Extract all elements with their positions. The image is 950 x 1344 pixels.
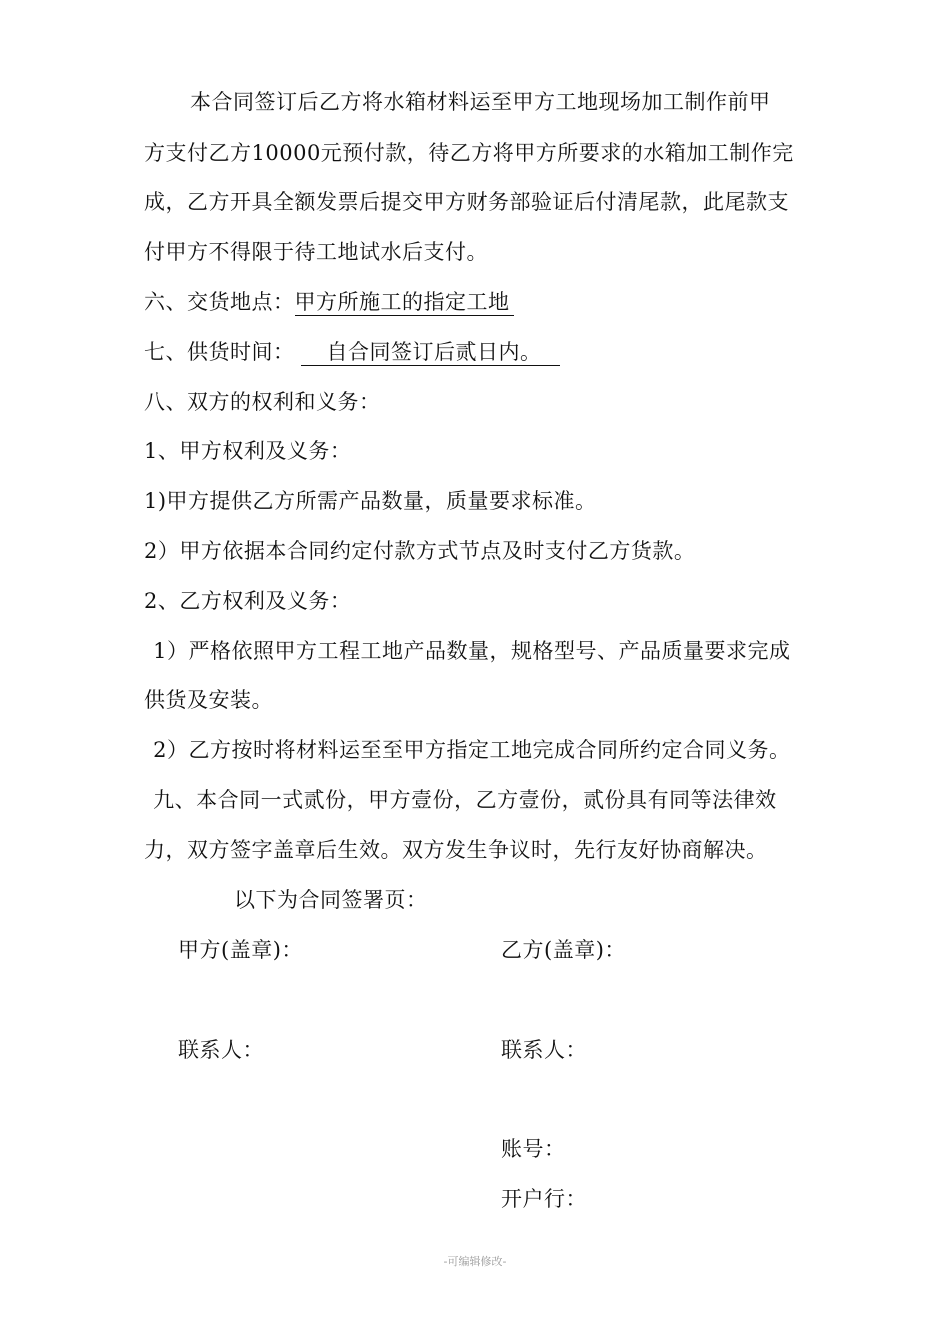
party-a-item-1: 1)甲方提供乙方所需产品数量，质量要求标准。	[144, 489, 597, 513]
party-b-item-1-cont: 供货及安装。	[144, 688, 273, 712]
party-a-title: 1、甲方权利及义务：	[144, 439, 352, 463]
signature-intro: 以下为合同签署页：	[234, 888, 428, 912]
supply-label: 七、供货时间：	[144, 340, 295, 364]
party-a-item-2: 2）甲方依据本合同约定付款方式节点及时支付乙方货款。	[144, 539, 696, 563]
clause-nine-line-1: 九、本合同一式贰份，甲方壹份，乙方壹份，贰份具有同等法律效	[146, 788, 777, 812]
account-label: 账号：	[501, 1137, 566, 1161]
party-b-item-2: 2）乙方按时将材料运至至甲方指定工地完成合同所约定合同义务。	[146, 738, 791, 762]
party-b-contact-label: 联系人：	[501, 1038, 587, 1062]
supply-clause	[144, 338, 560, 366]
party-b-seal-label: 乙方(盖章)：	[501, 938, 626, 962]
payment-line-4: 付甲方不得限于待工地试水后支付。	[144, 240, 488, 264]
supply-value: 自合同签订后贰日内。	[301, 339, 560, 366]
page-footer: -可编辑修改-	[443, 1255, 507, 1268]
delivery-clause	[144, 288, 514, 316]
rights-title: 八、双方的权利和义务：	[144, 390, 381, 414]
payment-line-3: 成，乙方开具全额发票后提交甲方财务部验证后付清尾款，此尾款支	[144, 190, 789, 214]
party-a-seal-label: 甲方(盖章)：	[178, 938, 303, 962]
bank-label: 开户行：	[501, 1187, 587, 1211]
delivery-value: 甲方所施工的指定工地	[295, 289, 514, 316]
party-b-item-1: 1）严格依照甲方工程工地产品数量，规格型号、产品质量要求完成	[146, 639, 791, 663]
payment-line-2: 方支付乙方10000元预付款，待乙方将甲方所要求的水箱加工制作完	[144, 141, 794, 165]
party-b-title: 2、乙方权利及义务：	[144, 589, 352, 613]
payment-line-1: 本合同签订后乙方将水箱材料运至甲方工地现场加工制作前甲	[190, 90, 771, 114]
clause-nine-line-2: 力，双方签字盖章后生效。双方发生争议时，先行友好协商解决。	[144, 838, 768, 862]
party-a-contact-label: 联系人：	[178, 1038, 264, 1062]
delivery-label: 六、交货地点：	[144, 290, 295, 314]
